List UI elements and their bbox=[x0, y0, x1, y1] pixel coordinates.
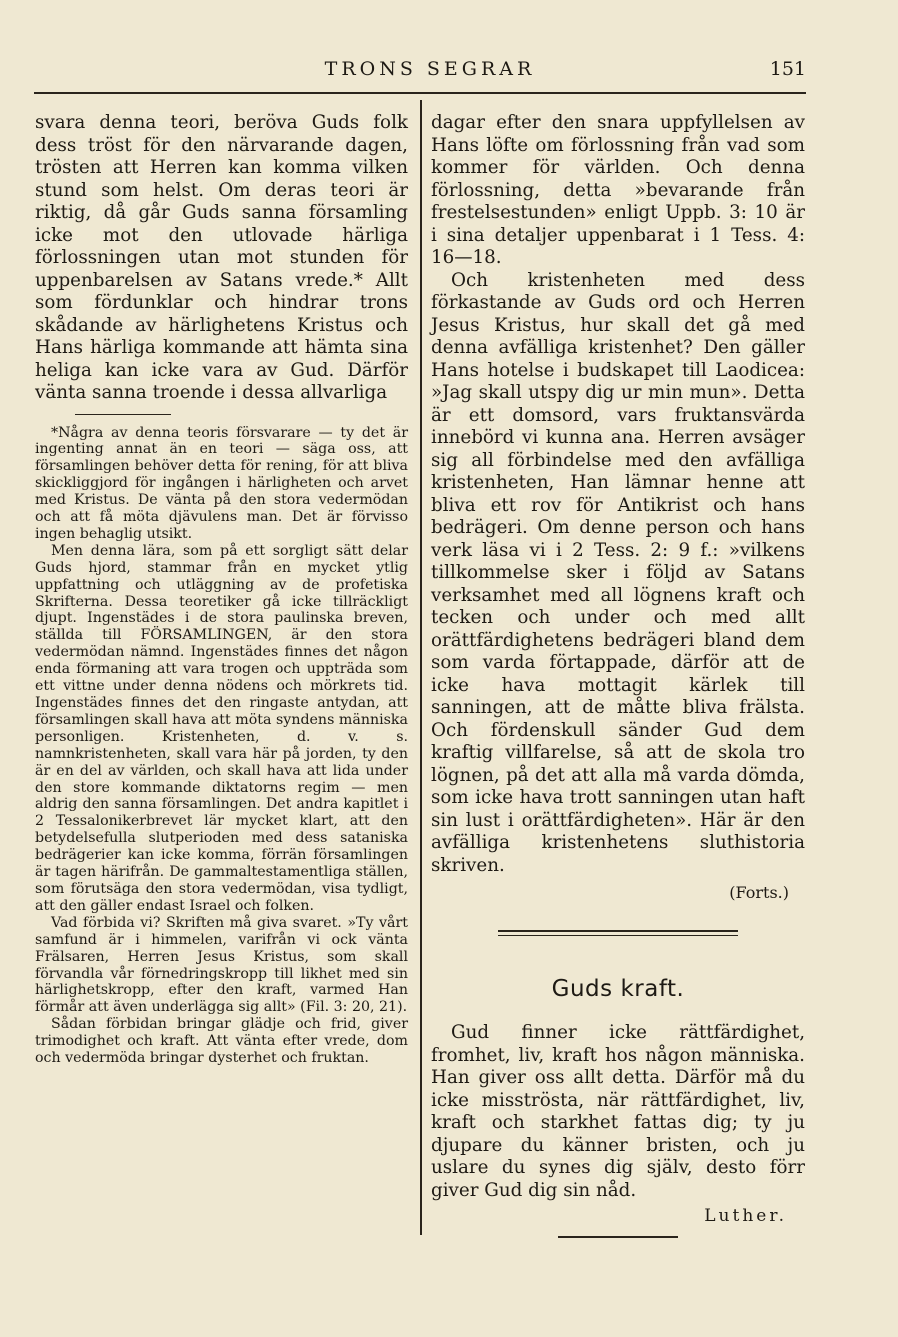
left-column bbox=[35, 112, 408, 1067]
article-text: Gud finner icke rättfärdighet, fromhet, liv, kraft hos någon människa. Han giver oss allt detta. Därför må du icke misströsta, när rättfärdighet, liv, kraft och starkhet fattas dig; ty ju djupare du känner bristen, och ju uslare du synes dig själv, desto förr giver Gud dig sin nåd. bbox=[431, 1022, 805, 1201]
continued-note: (Forts.) bbox=[729, 883, 789, 902]
footnote-paragraph: Sådan förbidan bringar glädje och frid, giver trimodighet och kraft. Att vänta efter vrede, dom och vedermöda bringar dysterhet och fruktan. bbox=[35, 1016, 408, 1067]
left-body-paragraph: svara denna teori, beröva Guds folk dess tröst för den närvarande dagen, trösten att Herren kan komma vilken stund som helst. Om deras teori är riktig, då går Guds sanna församling icke mot den utlovade härliga förlossningen utan mot stunden för uppenbarelsen av Satans vrede.* Allt som fördunklar och hindrar trons skådande av härlighetens Kristus och Hans härliga kommande att hämta sina heliga kan icke vara av Gud. Därför vänta sanna troende i dessa allvarliga bbox=[35, 112, 408, 403]
page-number: 151 bbox=[769, 58, 806, 80]
column-divider bbox=[420, 100, 422, 1235]
right-body-paragraph: Och kristenheten med dess förkastande av Guds ord och Herren Jesus Kristus, hur skall det gå med denna avfälliga kristenhet? Den gäller Hans hotelse i budskapet till Laodicea: »Jag skall utspy dig ur min mun». Detta är ett domsord, vars fruktansvärda innebörd vi kunna ana. Herren avsäger sig all förbindelse med den avfälliga kristenheten, Han lämnar henne att bliva ett rov för Antikrist och hans bedrägeri. Om denne person och hans verk läsa vi i 2 Tess. 2: 9 f.: »vilkens tillkommelse sker i följd av Satans verksamhet med all lögnens kraft och tecken och under och med allt orättfärdighetens bedrägeri bland dem som varda förtappade, därför att de icke hava mottagit kärlek till sanningen, att de måtte bliva frälsta. Och fördenskull sänder Gud dem kraftig villfarelse, så att de skola tro lögnen, på det att alla må varda dömda, som icke hava trott sanningen utan haft sin lust i orättfärdigheten». Här är den avfälliga kristenhetens sluthistoria skriven. bbox=[431, 269, 805, 876]
right-body-paragraph: dagar efter den snara uppfyllelsen av Hans löfte om förlossning från vad som kommer för världen. Och denna förlossning, detta »bevarande från frestelsestunden» enligt Uppb. 3: 10 är i sina detaljer uppenbarat i 1 Tess. 4: 16—18. bbox=[431, 112, 805, 268]
article-author: Luther. bbox=[704, 1206, 787, 1226]
end-rule bbox=[558, 1236, 678, 1238]
article-title: Guds kraft. bbox=[551, 976, 685, 1002]
section-double-rule bbox=[498, 930, 738, 936]
header-rule bbox=[34, 92, 806, 94]
footnote-paragraph: Men denna lära, som på ett sorgligt sätt delar Guds hjord, stammar från en mycket ytlig uppfattning och utläggning av de profetiska Skrifterna. Dessa teoretiker gå icke tillräckligt djupt. Ingenstädes i de stora paulinska breven, ställda till FÖRSAMLINGEN, är den stora vedermödan nämnd. Ingenstädes finnes det någon enda förmaning att vara trogen och uppträda som ett vittne under denna nödens och mörkrets tid. Ingenstädes finnes det den ringaste antydan, att församlingen skall hava att möta syndens människa personligen. Kristenheten, d. v. s. namnkristenheten, skall vara här på jorden, ty den är en del av världen, och skall hava att lida under den store kommande diktatorns regim — men aldrig den sanna församlingen. Det andra kapitlet i 2 Tessalonikerbrevet lär mycket klart, att den betydelsefulla slutperioden med dess sataniska bedrägerier kan icke komma, förrän församlingen är tagen härifrån. De gammaltestamentliga ställen, som förutsäga den stora vedermödan, visa tydligt, att den gäller endast Israel och folken. bbox=[35, 542, 408, 914]
footnote-paragraph: Vad förbida vi? Skriften må giva svaret. »Ty vårt samfund är i himmelen, varifrån vi ock vänta Frälsaren, Herren Jesus Kristus, som skall förvandla vår förnedringskropp till likhet med sin härlighetskropp, efter den kraft, varmed Han förmår att även underlägga sig allt» (Fil. 3: 20, 21). bbox=[35, 914, 408, 1016]
right-column bbox=[431, 112, 805, 1238]
footnote-paragraph: *Några av denna teoris försvarare — ty det är ingenting annat än en teori — säga oss, att församlingen behöver detta för rening, för att bliva skickliggjord för ingången i härligheten och arvet med Kristus. De vänta på den stora vedermödan och att få möta djävulens man. Det är förvisso ingen behaglig utsikt. bbox=[35, 424, 408, 542]
footnote bbox=[35, 425, 408, 1067]
footnote-rule bbox=[75, 414, 171, 415]
running-title: TRONS SEGRAR bbox=[324, 58, 536, 80]
